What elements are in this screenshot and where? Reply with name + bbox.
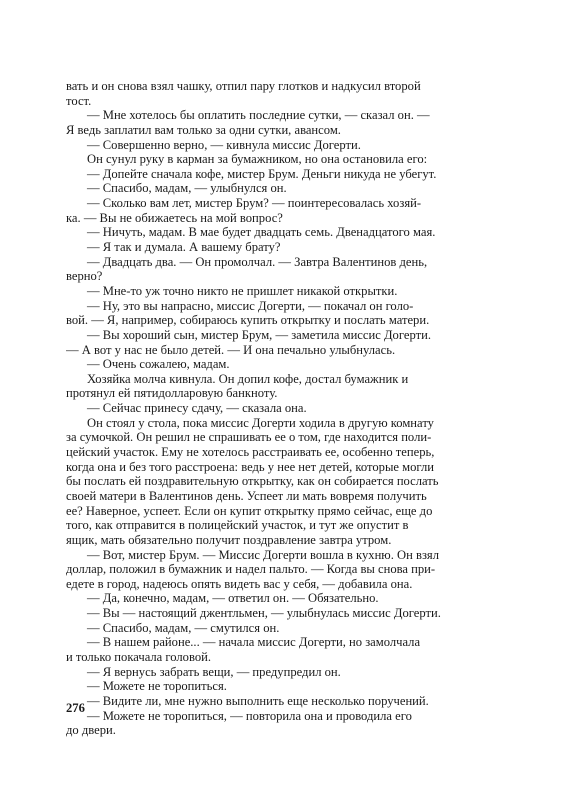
text-line: — Да, конечно, мадам, — ответил он. — Обязательно. bbox=[87, 591, 379, 606]
text-line: Я ведь заплатил вам только за одни сутки, авансом. bbox=[66, 122, 341, 137]
text-line: — А вот у нас не было детей. — И она печально улыбнулась. bbox=[66, 342, 396, 357]
text-line: — Ничуть, мадам. В мае будет двадцать семь. Двенадцатого мая. bbox=[87, 225, 436, 240]
text-line: — Видите ли, мне нужно выполнить еще несколько поручений. bbox=[87, 693, 429, 708]
text-line: — Мне-то уж точно никто не пришлет никакой открытки. bbox=[87, 283, 398, 298]
text-line: — Вот, мистер Брум. — Миссис Догерти вошла в кухню. Он взял bbox=[87, 547, 439, 562]
text-line: до двери. bbox=[66, 723, 116, 738]
text-line: Он стоял у стола, пока миссис Догерти ходила в другую комнату bbox=[87, 415, 434, 430]
text-line: того, как отправится в полицейский участок, и тут же опустит в bbox=[66, 518, 409, 533]
text-line: — Двадцать два. — Он промолчал. — Завтра Валентинов день, bbox=[87, 254, 428, 269]
text-line: — В нашем районе... — начала миссис Догерти, но замолчала bbox=[87, 635, 421, 650]
text-line: — Допейте сначала кофе, мистер Брум. Деньги никуда не убегут. bbox=[87, 166, 437, 181]
text-line: — Спасибо, мадам, — смутился он. bbox=[87, 620, 280, 635]
text-line: — Вы — настоящий джентльмен, — улыбнулась миссис Догерти. bbox=[87, 606, 441, 621]
text-line: — Сейчас принесу сдачу, — сказала она. bbox=[87, 401, 307, 416]
text-line: — Я так и думала. А вашему брату? bbox=[87, 240, 281, 255]
text-line: — Вы хороший сын, мистер Брум, — заметила миссис Догерти. bbox=[87, 327, 431, 342]
text-line: вать и он снова взял чашку, отпил пару глотков и надкусил второй bbox=[66, 79, 421, 93]
page-number: 276 bbox=[66, 701, 85, 715]
text-line: — Я вернусь забрать вещи, — предупредил он. bbox=[87, 664, 341, 679]
text-line: — Спасибо, мадам, — улыбнулся он. bbox=[87, 181, 287, 196]
body-text bbox=[66, 79, 498, 738]
text-line: ка. — Вы не обижаетесь на мой вопрос? bbox=[66, 210, 283, 225]
text-line: — Можете не торопиться. bbox=[87, 679, 227, 694]
text-line: и только покачала головой. bbox=[66, 649, 212, 664]
text-line: Хозяйка молча кивнула. Он допил кофе, достал бумажник и bbox=[87, 371, 409, 386]
text-line: протянул ей пятидолларовую банкноту. bbox=[66, 386, 278, 401]
text-line: ящик, мать обязательно получит поздравление завтра утром. bbox=[66, 532, 392, 547]
text-line: — Совершенно верно, — кивнула миссис Догерти. bbox=[87, 137, 361, 152]
text-line: Он сунул руку в карман за бумажником, но она остановила его: bbox=[87, 152, 428, 167]
text-line: за сумочкой. Он решил не спрашивать ее о том, где находится поли- bbox=[66, 430, 432, 445]
text-line: тост. bbox=[66, 93, 92, 108]
text-line: — Мне хотелось бы оплатить последние сутки, — сказал он. — bbox=[87, 108, 430, 123]
text-line: — Очень сожалею, мадам. bbox=[87, 357, 230, 372]
text-line: доллар, положил в бумажник и надел пальто. — Когда вы снова при- bbox=[66, 562, 436, 577]
text-line: верно? bbox=[66, 269, 103, 284]
text-line: своей матери в Валентинов день. Успеет ли мать вовремя получить bbox=[66, 488, 427, 503]
text-line: — Можете не торопиться, — повторила она и проводила его bbox=[87, 708, 412, 723]
text-line: вой. — Я, например, собираюсь купить открытку и послать матери. bbox=[66, 313, 430, 328]
text-line: цейский участок. Ему не хотелось расстраивать ее, особенно теперь, bbox=[66, 445, 435, 460]
text-line: едете в город, надеюсь опять видеть вас у себя, — добавила она. bbox=[66, 576, 413, 591]
text-line: когда она и без того расстроена: ведь у нее нет детей, которые могли bbox=[66, 459, 434, 474]
text-line: бы послать ей поздравительную открытку, как он собирается послать bbox=[66, 474, 439, 489]
text-line: ее? Наверное, успеет. Если он купит открытку прямо сейчас, еще до bbox=[66, 503, 433, 518]
text-line: — Сколько вам лет, мистер Брум? — поинтересовалась хозяй- bbox=[87, 196, 422, 211]
text-line: — Ну, это вы напрасно, миссис Догерти, — покачал он голо- bbox=[87, 298, 414, 313]
